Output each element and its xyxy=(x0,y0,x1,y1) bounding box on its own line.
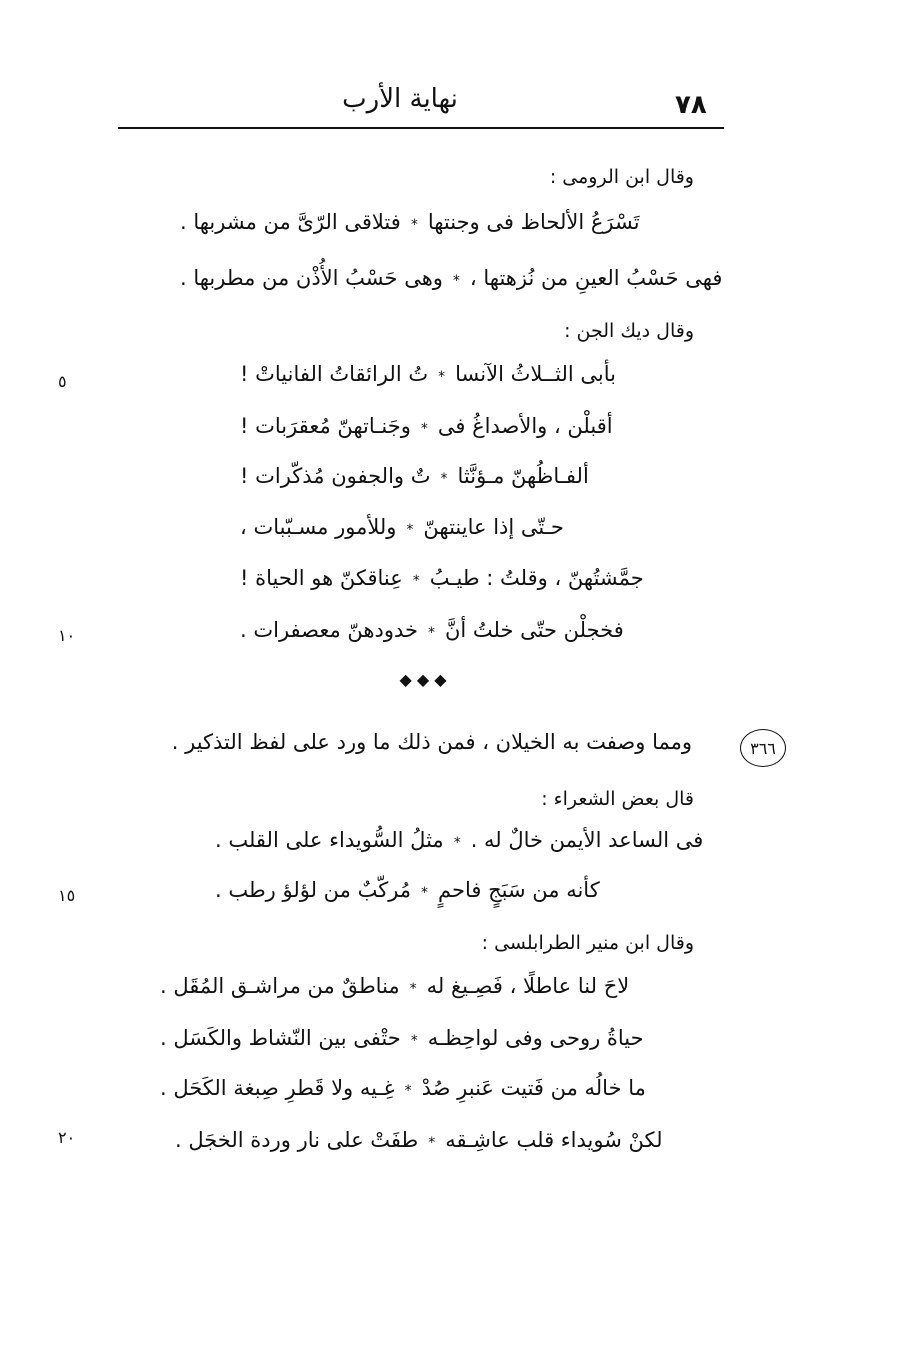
verse-separator: * xyxy=(409,981,417,997)
verse-first-hemistich: أقبلْن ، والأصداغُ فى xyxy=(437,414,613,438)
prose-paragraph: ومما وصفت به الخيلان ، فمن ذلك ما ورد على لفظ التذكير . xyxy=(171,730,692,754)
verse-second-hemistich: مُركّبٌ من لؤلؤ رطب . xyxy=(215,878,412,902)
verse-line xyxy=(240,515,564,539)
running-title: نهاية الأرب xyxy=(342,84,458,114)
verse-first-hemistich: لاحَ لنا عاطلًا ، فَصِـيغ له xyxy=(426,974,630,998)
verse-first-hemistich: بأبى الثــلاثُ الآنسا xyxy=(455,362,617,386)
verse-first-hemistich: لكنْ سُويداء قلب عاشِـقه xyxy=(445,1128,663,1152)
verse-line xyxy=(240,464,589,488)
margin-line-number: ١٥ xyxy=(58,886,76,905)
verse-second-hemistich: تُ الرائقاتُ الفانياتْ ! xyxy=(240,362,429,386)
verse-separator: * xyxy=(452,273,460,289)
margin-line-number: ٢٠ xyxy=(58,1128,76,1147)
verse-first-hemistich: جمَّشتُهنّ ، وقلتُ : طيـبُ xyxy=(429,566,644,590)
poem-intro: وقال ابن منير الطرابلسى : xyxy=(481,932,694,954)
verse-line xyxy=(240,618,624,642)
verse-separator: * xyxy=(428,1135,436,1151)
poem-intro: قال بعض الشعراء : xyxy=(541,788,694,810)
verse-line xyxy=(240,362,616,386)
verse-separator: * xyxy=(428,625,435,641)
header-rule xyxy=(118,127,724,129)
verse-first-hemistich: حـتّى إذا عاينتهنّ xyxy=(423,515,564,539)
verse-second-hemistich: تٌ والجفون مُذكّرات ! xyxy=(240,464,431,488)
verse-second-hemistich: طفَتْ على نار وردة الخجَل . xyxy=(175,1128,419,1152)
verse-second-hemistich: حتْفى بين النّشاط والكَسَل . xyxy=(160,1026,401,1050)
verse-separator: * xyxy=(420,421,428,437)
verse-second-hemistich: وجَنـاتهنّ مُعقرَبات ! xyxy=(240,414,411,438)
verse-second-hemistich: فتلاقى الرّىَّ من مشربها . xyxy=(180,210,401,234)
verse-line xyxy=(215,828,703,852)
verse-line xyxy=(240,566,644,590)
verse-line xyxy=(160,1026,644,1050)
verse-first-hemistich: فى الساعد الأيمن خالٌ له . xyxy=(470,828,704,852)
verse-separator: * xyxy=(421,885,429,901)
verse-second-hemistich: خدودهنّ معصفرات . xyxy=(240,618,418,642)
verse-second-hemistich: وهى حَسْبُ الأُذْن من مطربها . xyxy=(180,266,443,290)
margin-line-number: ٥ xyxy=(58,372,67,391)
verse-first-hemistich: فهى حَسْبُ العينِ من نُزهتها ، xyxy=(469,266,723,290)
verse-second-hemistich: عِناقكنّ هو الحياة ! xyxy=(240,566,403,590)
verse-line xyxy=(180,266,722,290)
verse-second-hemistich: مناطقٌ من مراشـق المُقَل . xyxy=(160,974,400,998)
page-number: ٧٨ xyxy=(675,90,707,120)
verse-first-hemistich: حياةُ روحى وفى لواحِظـه xyxy=(427,1026,644,1050)
verse-second-hemistich: مثلُ السُّويداء على القلب . xyxy=(215,828,444,852)
verse-first-hemistich: ألفـاظُهنّ مـؤنَّثا xyxy=(457,464,589,488)
verse-separator: * xyxy=(412,573,420,589)
verse-line xyxy=(240,414,613,438)
verse-first-hemistich: ما خالُه من فَتيت عَنبرِ صُدْ xyxy=(421,1076,646,1100)
verse-line xyxy=(180,210,640,234)
source-page-marker: ٣٦٦ xyxy=(740,729,786,767)
section-ornament: ◆ ◆ ◆ xyxy=(399,670,447,689)
verse-separator: * xyxy=(453,835,461,851)
margin-line-number: ١٠ xyxy=(58,626,76,645)
verse-line xyxy=(160,974,629,998)
verse-separator: * xyxy=(440,471,448,487)
verse-second-hemistich: غِـيه ولا قَطرِ صِبغة الكَحَل . xyxy=(160,1076,395,1100)
verse-second-hemistich: وللأمور مسـبّبات ، xyxy=(240,515,397,539)
poem-intro: وقال ابن الرومى : xyxy=(549,166,694,188)
verse-separator: * xyxy=(410,1033,418,1049)
verse-first-hemistich: كأنه من سَبَجٍ فاحمٍ xyxy=(438,878,600,902)
verse-line xyxy=(175,1128,662,1152)
verse-line xyxy=(160,1076,646,1100)
verse-separator: * xyxy=(410,217,418,233)
verse-separator: * xyxy=(438,369,446,385)
verse-first-hemistich: فخجلْن حتّى خلتُ أنَّ xyxy=(445,618,624,642)
verse-separator: * xyxy=(406,522,414,538)
verse-separator: * xyxy=(404,1083,412,1099)
verse-line xyxy=(215,878,600,902)
verse-first-hemistich: تَسْرَعُ الألحاظ فى وجنتها xyxy=(427,210,640,234)
poem-intro: وقال ديك الجن : xyxy=(564,320,694,342)
